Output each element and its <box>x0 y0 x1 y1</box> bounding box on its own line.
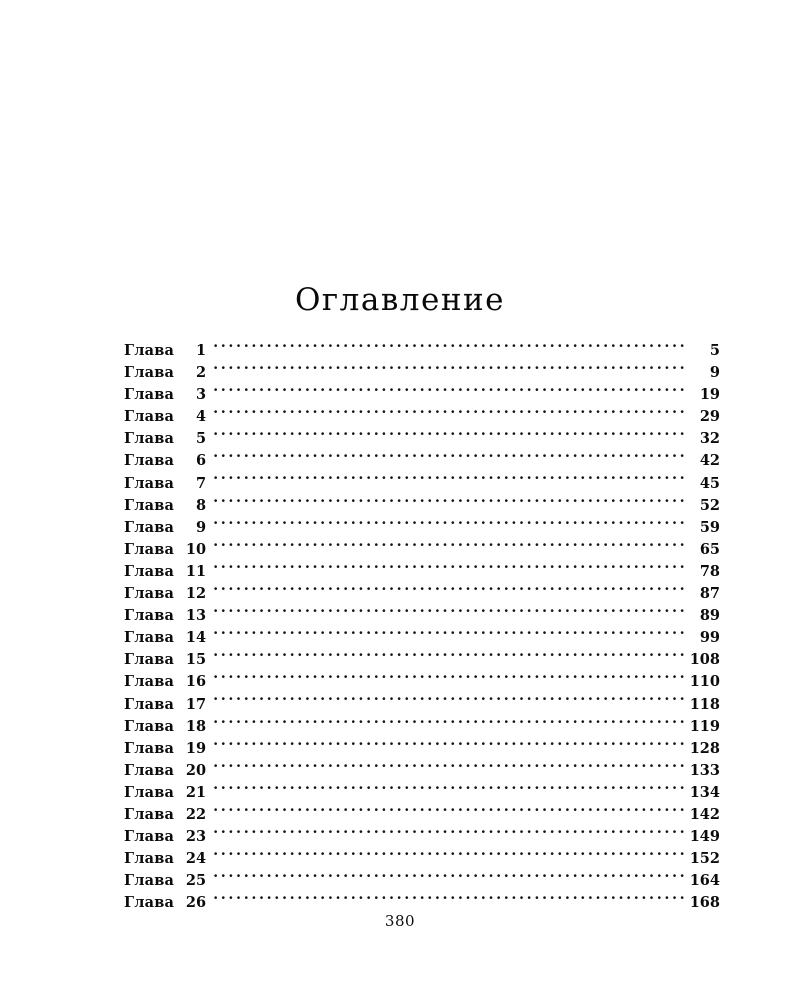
toc-entry-label: Глава <box>124 850 175 868</box>
toc-entry-page-number: 32 <box>699 430 720 448</box>
toc-entry-leader-dots <box>213 672 685 686</box>
toc-entry-leader-dots <box>213 385 685 399</box>
toc-entry-label: Глава <box>124 629 175 647</box>
toc-entry-chapter-number: 17 <box>185 695 207 713</box>
toc-entry-chapter-number: 6 <box>196 452 207 470</box>
toc-entry-leader-dots <box>213 363 685 377</box>
toc-entry[interactable] <box>124 671 720 693</box>
toc-entry-leader-dots <box>213 849 685 863</box>
toc-entry[interactable] <box>124 694 720 716</box>
table-of-contents-list <box>124 340 720 914</box>
toc-entry[interactable] <box>124 473 720 495</box>
toc-entry-page-number: 9 <box>709 364 720 382</box>
toc-entry-page-number: 45 <box>699 474 720 492</box>
toc-entry-chapter-number: 9 <box>196 518 207 536</box>
toc-entry-chapter-number: 1 <box>196 342 207 359</box>
toc-entry-page-number: 108 <box>689 651 720 669</box>
toc-entry-chapter-number: 5 <box>196 430 207 448</box>
toc-entry[interactable] <box>124 450 720 472</box>
toc-entry-label: Глава <box>124 828 175 846</box>
toc-entry[interactable] <box>124 495 720 517</box>
toc-entry-leader-dots <box>213 650 685 664</box>
toc-entry-leader-dots <box>213 628 685 642</box>
toc-entry-label: Глава <box>124 651 175 669</box>
toc-entry-label: Глава <box>124 805 175 823</box>
toc-entry-page-number: 52 <box>699 496 720 514</box>
toc-entry[interactable] <box>124 605 720 627</box>
toc-entry-label: Глава <box>124 695 175 713</box>
toc-entry-page-number: 134 <box>689 783 720 801</box>
toc-entry-leader-dots <box>213 783 685 797</box>
toc-entry[interactable] <box>124 517 720 539</box>
toc-entry[interactable] <box>124 738 720 760</box>
toc-entry-page-number: 59 <box>699 518 720 536</box>
toc-entry-chapter-number: 7 <box>196 474 207 492</box>
toc-entry[interactable] <box>124 340 720 362</box>
toc-entry-leader-dots <box>213 805 685 819</box>
toc-entry-chapter-number: 22 <box>185 805 207 823</box>
toc-entry-page-number: 99 <box>699 629 720 647</box>
toc-entry-label: Глава <box>124 717 175 735</box>
toc-entry-page-number: 164 <box>689 872 720 890</box>
toc-entry-label: Глава <box>124 408 175 426</box>
toc-entry-page-number: 65 <box>699 540 720 558</box>
toc-entry[interactable] <box>124 428 720 450</box>
page-title: Оглавление <box>295 282 505 318</box>
toc-entry-chapter-number: 11 <box>185 562 207 580</box>
toc-entry-page-number: 168 <box>689 894 720 912</box>
toc-entry-chapter-number: 19 <box>185 739 207 757</box>
toc-entry-label: Глава <box>124 342 175 359</box>
toc-entry-chapter-number: 18 <box>185 717 207 735</box>
toc-entry-chapter-number: 20 <box>185 761 207 779</box>
toc-entry-leader-dots <box>213 562 685 576</box>
toc-entry[interactable] <box>124 539 720 561</box>
toc-entry-label: Глава <box>124 496 175 514</box>
toc-entry-chapter-number: 10 <box>185 540 207 558</box>
toc-entry-label: Глава <box>124 452 175 470</box>
toc-entry-chapter-number: 12 <box>185 585 207 603</box>
toc-entry-page-number: 5 <box>709 342 720 359</box>
toc-entry[interactable] <box>124 870 720 892</box>
toc-entry-leader-dots <box>213 540 685 554</box>
toc-entry-page-number: 118 <box>689 695 720 713</box>
toc-entry-chapter-number: 23 <box>185 828 207 846</box>
toc-entry[interactable] <box>124 848 720 870</box>
toc-entry-leader-dots <box>213 584 685 598</box>
toc-entry-label: Глава <box>124 761 175 779</box>
toc-entry-page-number: 133 <box>689 761 720 779</box>
toc-entry-label: Глава <box>124 739 175 757</box>
toc-entry-leader-dots <box>213 518 685 532</box>
toc-entry[interactable] <box>124 716 720 738</box>
toc-entry-chapter-number: 16 <box>185 673 207 691</box>
toc-entry-label: Глава <box>124 872 175 890</box>
toc-entry-chapter-number: 25 <box>185 872 207 890</box>
toc-entry-label: Глава <box>124 783 175 801</box>
toc-entry-label: Глава <box>124 540 175 558</box>
toc-entry-label: Глава <box>124 364 175 382</box>
toc-entry-leader-dots <box>213 341 685 355</box>
toc-entry-leader-dots <box>213 474 685 488</box>
toc-entry[interactable] <box>124 362 720 384</box>
toc-entry-label: Глава <box>124 430 175 448</box>
toc-entry[interactable] <box>124 760 720 782</box>
toc-entry-leader-dots <box>213 827 685 841</box>
toc-entry-leader-dots <box>213 893 685 907</box>
toc-entry-leader-dots <box>213 451 685 465</box>
toc-entry[interactable] <box>124 384 720 406</box>
toc-entry-chapter-number: 15 <box>185 651 207 669</box>
toc-entry[interactable] <box>124 627 720 649</box>
toc-entry-leader-dots <box>213 496 685 510</box>
toc-entry-chapter-number: 3 <box>196 386 207 404</box>
toc-entry[interactable] <box>124 804 720 826</box>
toc-entry-leader-dots <box>213 429 685 443</box>
toc-entry-chapter-number: 4 <box>196 408 207 426</box>
toc-entry-leader-dots <box>213 871 685 885</box>
toc-entry-leader-dots <box>213 717 685 731</box>
toc-entry-label: Глава <box>124 894 175 912</box>
toc-entry-page-number: 128 <box>689 739 720 757</box>
toc-entry-page-number: 19 <box>699 386 720 404</box>
toc-entry-page-number: 87 <box>699 585 720 603</box>
toc-entry-page-number: 89 <box>699 607 720 625</box>
toc-entry[interactable] <box>124 826 720 848</box>
toc-entry-page-number: 42 <box>699 452 720 470</box>
toc-entry-label: Глава <box>124 386 175 404</box>
toc-entry-chapter-number: 26 <box>185 894 207 912</box>
toc-entry-chapter-number: 24 <box>185 850 207 868</box>
toc-entry-page-number: 119 <box>689 717 720 735</box>
toc-entry[interactable] <box>124 583 720 605</box>
toc-entry-page-number: 152 <box>689 850 720 868</box>
toc-entry-label: Глава <box>124 585 175 603</box>
page-folio-number: 380 <box>384 912 416 930</box>
toc-entry-chapter-number: 14 <box>185 629 207 647</box>
toc-entry-leader-dots <box>213 606 685 620</box>
toc-entry-leader-dots <box>213 407 685 421</box>
toc-entry-page-number: 149 <box>689 828 720 846</box>
toc-entry-label: Глава <box>124 474 175 492</box>
toc-entry-label: Глава <box>124 673 175 691</box>
toc-entry-leader-dots <box>213 761 685 775</box>
toc-entry-label: Глава <box>124 607 175 625</box>
toc-entry[interactable] <box>124 782 720 804</box>
toc-entry-leader-dots <box>213 739 685 753</box>
toc-entry-page-number: 142 <box>689 805 720 823</box>
toc-entry-page-number: 29 <box>699 408 720 426</box>
toc-entry-chapter-number: 21 <box>185 783 207 801</box>
toc-entry-page-number: 78 <box>699 562 720 580</box>
toc-entry-leader-dots <box>213 695 685 709</box>
toc-entry-chapter-number: 2 <box>196 364 207 382</box>
toc-entry-label: Глава <box>124 518 175 536</box>
toc-entry-chapter-number: 13 <box>185 607 207 625</box>
toc-entry[interactable] <box>124 406 720 428</box>
toc-entry-page-number: 110 <box>689 673 720 691</box>
toc-entry-label: Глава <box>124 562 175 580</box>
toc-entry[interactable] <box>124 561 720 583</box>
toc-entry-chapter-number: 8 <box>196 496 207 514</box>
toc-entry[interactable] <box>124 649 720 671</box>
